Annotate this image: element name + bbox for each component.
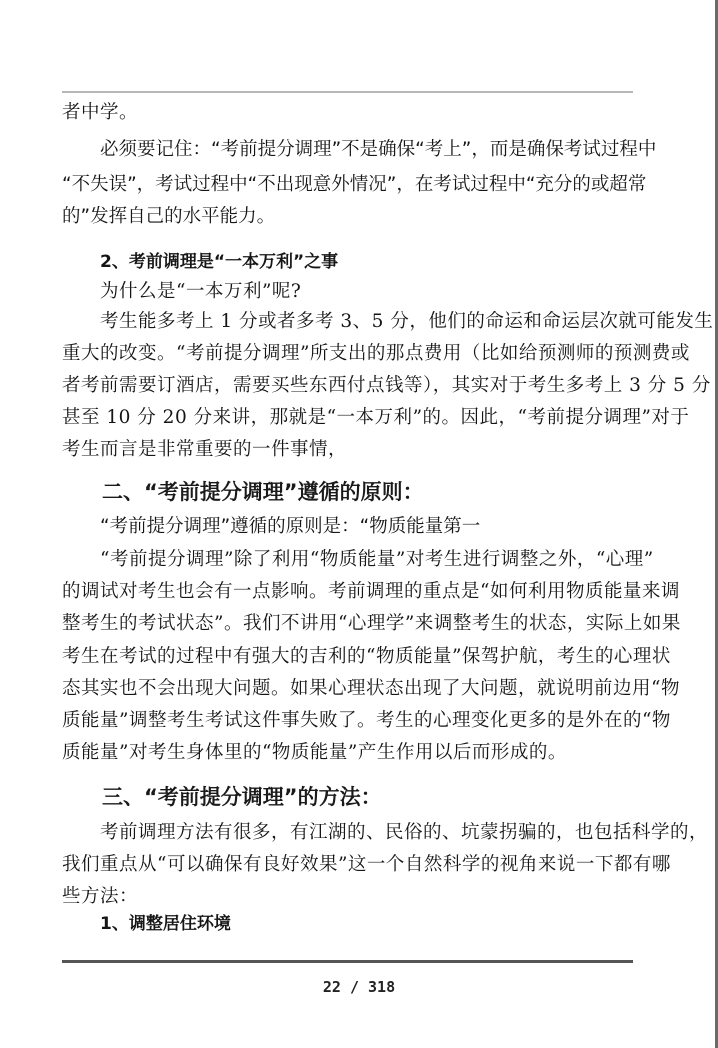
text-line: 的调试对考生也会有一点影响。考前调理的重点是“如何利用物质能量来调 — [62, 581, 680, 602]
text-line: 者中学。 — [62, 102, 139, 123]
text-line: 质能量”对考生身体里的“物质能量”产生作用以后而形成的。 — [62, 742, 567, 763]
text-line: 必须要记住：“考前提分调理”不是确保“考上”，而是确保考试过程中 — [100, 139, 657, 160]
text-line: 态其实也不会出现大问题。如果心理状态出现了大问题，就说明前边用“物 — [62, 678, 680, 699]
text-line: “考前提分调理”遵循的原则是：“物质能量第一 — [100, 516, 481, 537]
text-line: 考前调理方法有很多，有江湖的、民俗的、坑蒙拐骗的，也包括科学的， — [100, 822, 709, 843]
page-number: 22 / 318 — [322, 978, 396, 996]
text-line: 些方法： — [62, 886, 139, 907]
text-line: 质能量”调整考生考试这件事失败了。考生的心理变化更多的是外在的“物 — [62, 710, 671, 731]
text-line: 整考生的考试状态”。我们不讲用“心理学”来调整考生的状态，实际上如果 — [62, 613, 681, 634]
text-line: 者考前需要订酒店，需要买些东西付点钱等），其实对于考生多考上 3 分 5 分 — [62, 375, 711, 396]
text-line: 的”发挥自己的水平能力。 — [62, 206, 276, 227]
section-heading: 二、“考前提分调理”遵循的原则： — [102, 480, 424, 504]
section-subheading: 1、调整居住环境 — [100, 914, 231, 934]
section-heading: 三、“考前提分调理”的方法： — [102, 785, 382, 809]
footer-rule — [62, 960, 633, 963]
text-line: “考前提分调理”除了利用“物质能量”对考生进行调整之外，“心理” — [100, 549, 654, 570]
text-line: 甚至 10 分 20 分来讲，那就是“一本万利”的。因此，“考前提分调理”对于 — [62, 407, 690, 428]
text-line: 考生能多考上 1 分或者多考 3、5 分，他们的命运和命运层次就可能发生 — [100, 311, 714, 332]
text-line: 重大的改变。“考前提分调理”所支出的那点费用（比如给预测师的预测费或 — [62, 343, 690, 364]
section-subheading: 2、考前调理是“一本万利”之事 — [100, 252, 339, 272]
text-line: 考生而言是非常重要的一件事情， — [62, 439, 348, 460]
text-line: 我们重点从“可以确保有良好效果”这一个自然科学的视角来说一下都有哪 — [62, 854, 671, 875]
text-line: “不失误”，考试过程中“不出现意外情况”，在考试过程中“充分的或超常 — [62, 174, 647, 195]
text-line: 考生在考试的过程中有强大的吉利的“物质能量”保驾护航，考生的心理状 — [62, 646, 671, 667]
header-rule — [62, 91, 633, 93]
text-line: 为什么是“一本万利”呢? — [100, 281, 302, 302]
